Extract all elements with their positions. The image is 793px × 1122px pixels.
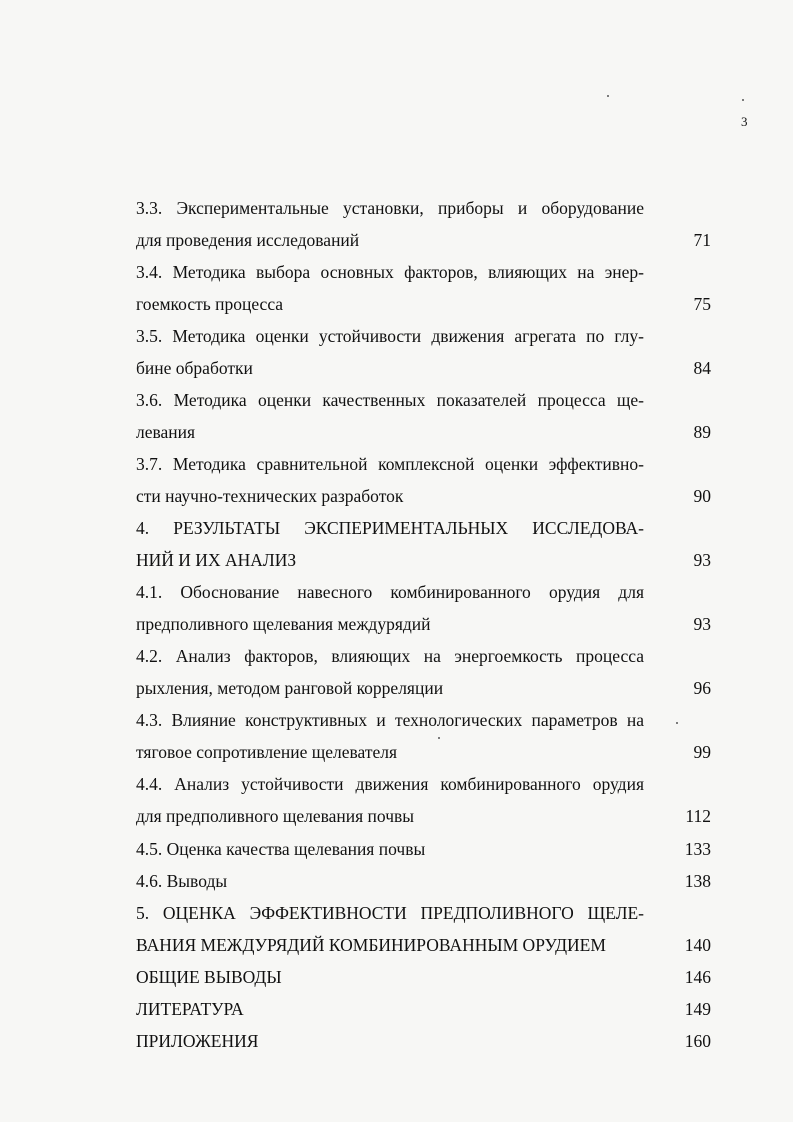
toc-entry-line: бине обработки [136,358,253,378]
scan-speck [742,99,744,101]
toc-page-number: 160 [684,1031,711,1051]
toc-entry-line: предполивного щелевания междурядий [136,614,431,634]
toc-entry-line: 4.6. Выводы [136,871,228,891]
toc-page-number: 112 [685,806,711,826]
toc-entry-line: тяговое сопротивление щелевателя [136,742,398,762]
toc-entry-line: ПРИЛОЖЕНИЯ [136,1031,259,1051]
toc-page-number: 90 [693,486,711,506]
toc-entry-line: 4.5. Оценка качества щелевания почвы [136,839,426,859]
toc-entry-line: для предполивного щелевания почвы [136,806,415,826]
toc-page-number: 75 [693,294,711,314]
toc-page-number: 89 [693,422,711,442]
toc-page-number: 146 [684,967,711,987]
toc-entry-line: НИЙ И ИХ АНАЛИЗ [136,550,297,570]
toc-page-number: 138 [684,871,711,891]
toc-entry-line: гоемкость процесса [136,294,284,314]
toc-entry-line: 3.3. Экспериментальные установки, приборы и оборудование [136,198,644,218]
toc-entry-line: 4.2. Анализ факторов, влияющих на энергоемкость процесса [136,646,644,666]
toc-page-number: 93 [693,614,711,634]
toc-entry-line: левания [136,422,196,442]
toc-entry-line: 3.7. Методика сравнительной комплексной оценки эффективно- [136,454,644,474]
scan-speck [676,722,678,724]
toc-entry-line: ВАНИЯ МЕЖДУРЯДИЙ КОМБИНИРОВАННЫМ ОРУДИЕМ [136,935,606,955]
toc-entry-line: ОБЩИЕ ВЫВОДЫ [136,967,282,987]
toc-entry-line: 4. РЕЗУЛЬТАТЫ ЭКСПЕРИМЕНТАЛЬНЫХ ИССЛЕДОВА- [136,518,644,538]
toc-page-number: 140 [684,935,711,955]
scan-speck [607,95,609,97]
toc-entry-line: 4.1. Обоснование навесного комбинированного орудия для [136,582,644,602]
page-number: 3 [741,114,748,129]
toc-entry-line: 3.6. Методика оценки качественных показателей процесса ще- [136,390,644,410]
toc-page-number: 99 [693,742,711,762]
toc-entry-line: 5. ОЦЕНКА ЭФФЕКТИВНОСТИ ПРЕДПОЛИВНОГО ЩЕЛЕ- [136,903,644,923]
toc-page-number: 84 [693,358,711,378]
toc-entry-line: 4.3. Влияние конструктивных и технологических параметров на [136,710,644,730]
toc-page-number: 93 [693,550,711,570]
toc-page-number: 71 [693,230,711,250]
toc-entry-line: рыхления, методом ранговой корреляции [136,678,444,698]
toc-entry-line: ЛИТЕРАТУРА [136,999,244,1019]
toc-entry-line: 3.4. Методика выбора основных факторов, влияющих на энер- [136,262,644,282]
toc-page-number: 96 [693,678,711,698]
toc-page-number: 149 [684,999,711,1019]
toc-entry-line: 4.4. Анализ устойчивости движения комбинированного орудия [136,774,644,794]
scan-speck [438,737,440,739]
toc-entry-line: для проведения исследований [136,230,360,250]
toc-entry-line: 3.5. Методика оценки устойчивости движения агрегата по глу- [136,326,644,346]
toc-entry-line: сти научно-технических разработок [136,486,404,506]
toc-page-number: 133 [684,839,711,859]
